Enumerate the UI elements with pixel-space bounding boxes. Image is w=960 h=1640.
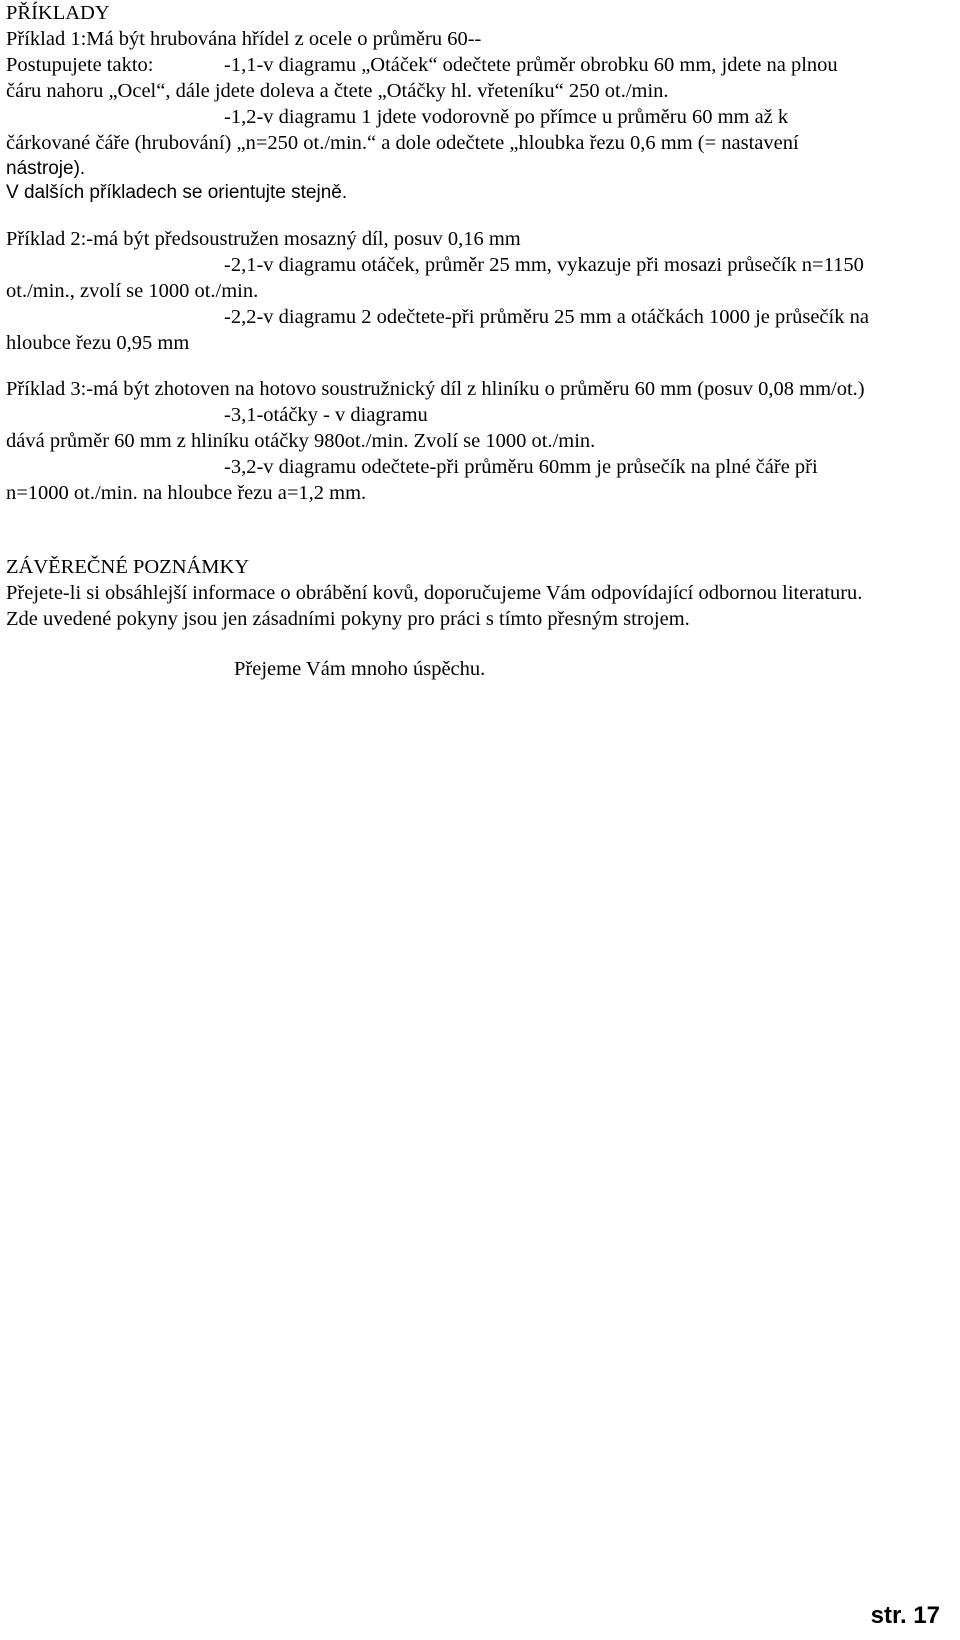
example2-step2-line2: hloubce řezu 0,95 mm (6, 332, 190, 354)
example3-step2-line2: n=1000 ot./min. na hloubce řezu a=1,2 mm. (6, 482, 367, 504)
example2-step2-line1: -2,2-v diagramu 2 odečtete-při průměru 25 mm a otáčkách 1000 je průsečík na (224, 306, 869, 328)
closing-line2: Zde uvedené pokyny jsou jen zásadními pokyny pro práci s tímto přesným strojem. (6, 608, 690, 630)
section-heading-examples: PŘÍKLADY (6, 2, 110, 24)
example1-note: V dalších příkladech se orientujte stejně. (6, 182, 348, 203)
example3-step2-line1: -3,2-v diagramu odečtete-při průměru 60mm je průsečík na plné čáře při (224, 456, 818, 478)
example2-step1-line1: -2,1-v diagramu otáček, průměr 25 mm, vykazuje při mosazi průsečík n=1150 (224, 254, 864, 276)
example2-step1-line2: ot./min., zvolí se 1000 ot./min. (6, 280, 259, 302)
example3-step1-line2: dává průměr 60 mm z hliníku otáčky 980ot./min. Zvolí se 1000 ot./min. (6, 430, 596, 452)
example1-step1-line2: čáru nahoru „Ocel“, dále jdete doleva a čtete „Otáčky hl. vřeteníku“ 250 ot./min. (6, 80, 669, 102)
example3-step1-line1: -3,1-otáčky - v diagramu (224, 404, 428, 426)
example1-step2-line3: nástroje). (6, 158, 86, 179)
example1-step1-line1: -1,1-v diagramu „Otáček“ odečtete průměr obrobku 60 mm, jdete na plnou (224, 54, 838, 76)
closing-wish: Přejeme Vám mnoho úspěchu. (234, 658, 486, 680)
example2-title: Příklad 2:-má být předsoustružen mosazný díl, posuv 0,16 mm (6, 228, 521, 250)
example1-step2-line1: -1,2-v diagramu 1 jdete vodorovně po přímce u průměru 60 mm až k (224, 106, 789, 128)
document-page (6, 0, 954, 1640)
example1-label: Postupujete takto: (6, 54, 154, 76)
example3-title: Příklad 3:-má být zhotoven na hotovo soustružnický díl z hliníku o průměru 60 mm (posuv 0,08 mm/ot.) (6, 378, 865, 400)
example1-title: Příklad 1:Má být hrubována hřídel z ocele o průměru 60-- (6, 28, 482, 50)
section-heading-closing: ZÁVĚREČNÉ POZNÁMKY (6, 556, 250, 578)
closing-line1: Přejete-li si obsáhlejší informace o obrábění kovů, doporučujeme Vám odpovídající odbornou literaturu. (6, 582, 863, 604)
page-number: str. 17 (870, 1602, 940, 1629)
example1-step2-line2: čárkované čáře (hrubování) „n=250 ot./min.“ a dole odečtete „hloubka řezu 0,6 mm (= nastavení (6, 132, 799, 154)
